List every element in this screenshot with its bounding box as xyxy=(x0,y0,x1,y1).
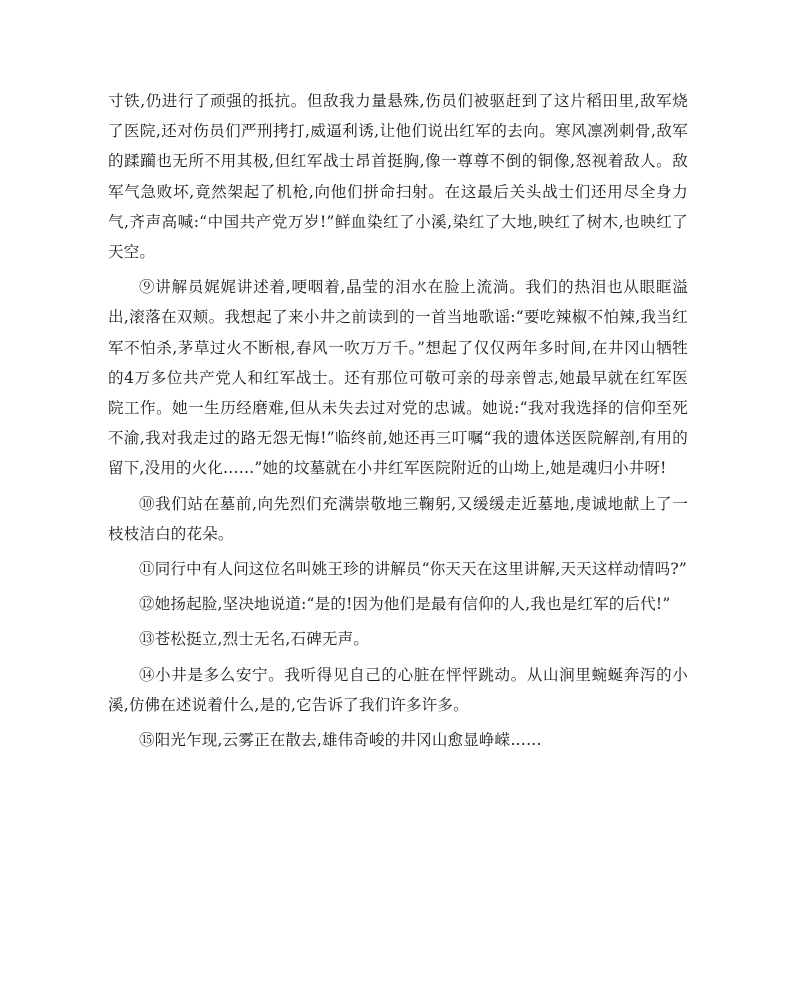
paragraph-12: ⑫她扬起脸,坚决地说道:“是的!因为他们是最有信仰的人,我也是红军的后代!” xyxy=(139,595,671,614)
paragraph-14: ⑭小井是多么安宁。我听得见自己的心脏在怦怦跳动。从山涧里蜿蜒奔泻的小溪,仿佛在述说着什么,是的,它告诉了我们许多许多。 xyxy=(108,665,688,714)
paragraph-11: ⑪同行中有人问这位名叫姚王珍的讲解员“你天天在这里讲解,天天这样动情吗?” xyxy=(139,560,687,579)
paragraph-15: ⑮阳光乍现,云雾正在散去,雄伟奇峻的井冈山愈显峥嵘…… xyxy=(139,731,542,750)
paragraph-continued: 寸铁,仍进行了顽强的抵抗。但敌我力量悬殊,伤员们被驱赶到了这片稻田里,敌军烧了医院,还对伤员们严刑拷打,威逼利诱,让他们说出红军的去向。寒风凛冽刺骨,敌军的蹂躏也无所不用其极,但红军战士昂首挺胸,像一尊尊不倒的铜像,怒视着敌人。敌军气急败坏,竟然架起了机枪,向他们拼命扫射。在这最后关头战士们还用尽全身力气,齐声高喊:“中国共产党万岁!”鲜血染红了小溪,染红了大地,映红了树木,也映红了天空。 xyxy=(108,92,688,262)
paragraph-13: ⑬苍松挺立,烈士无名,石碑无声。 xyxy=(139,630,370,649)
paragraph-10: ⑩我们站在墓前,向先烈们充满崇敬地三鞠躬,又缓缓走近墓地,虔诚地献上了一枝枝洁白的花朵。 xyxy=(108,494,688,543)
paragraph-9: ⑨讲解员娓娓讲述着,哽咽着,晶莹的泪水在脸上流淌。我们的热泪也从眼眶溢出,滚落在双颊。我想起了来小井之前读到的一首当地歌谣:“要吃辣椒不怕辣,我当红军不怕杀,茅草过火不断根,春风一吹万万千。”想起了仅仅两年多时间,在井冈山牺牲的4万多位共产党人和红军战士。还有那位可敬可亲的母亲曾志,她最早就在红军医院工作。她一生历经磨难,但从未失去过对党的忠诚。她说:“我对我选择的信仰至死不渝,我对我走过的路无怨无悔!”临终前,她还再三叮嘱“我的遗体送医院解剖,有用的留下,没用的火化……”她的坟墓就在小井红军医院附近的山坳上,她是魂归小井呀! xyxy=(108,278,688,478)
article-body xyxy=(108,86,688,755)
